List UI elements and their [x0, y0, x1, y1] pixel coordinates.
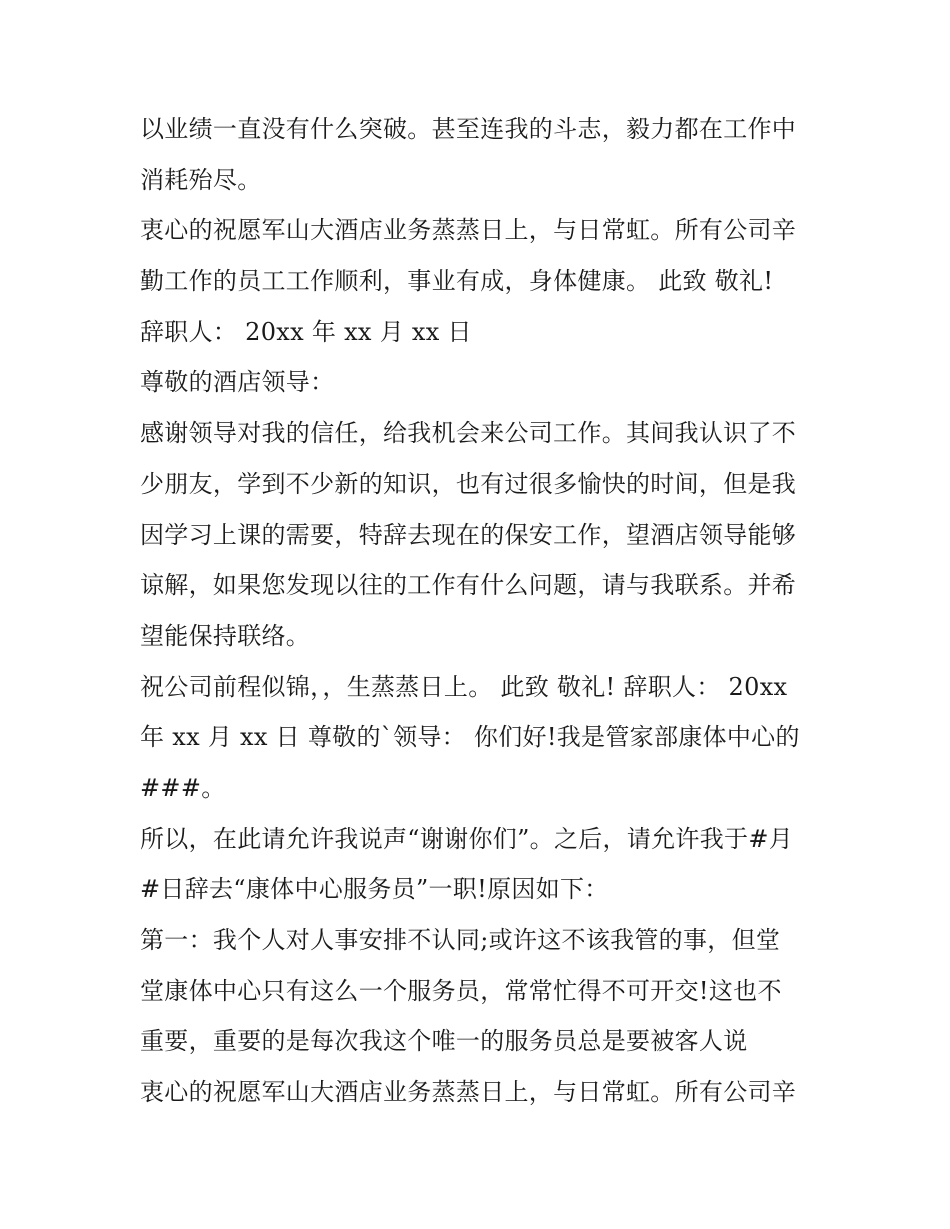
text-line: 谅解，如果您发现以往的工作有什么问题，请与我联系。并希 [140, 571, 797, 600]
text-line: 望能保持联络。 [140, 621, 311, 650]
text-line: 第一：我个人对人事安排不认同;或许这不该我管的事，但堂 [140, 926, 781, 954]
text-line: 年 xx 月 xx 日 尊敬的`领导： 你们好!我是管家部康体中心的 [140, 723, 800, 752]
text-line: 祝公司前程似锦，，生蒸蒸日上。 此致 敬礼! 辞职人： 20xx [140, 672, 788, 701]
text-line: 辞职人： 20xx 年 xx 月 xx 日 [140, 317, 472, 346]
text-line: 衷心的祝愿军山大酒店业务蒸蒸日上，与日常虹。所有公司辛 [140, 1078, 797, 1107]
document-body [140, 104, 820, 1118]
text-line: 堂康体中心只有这么一个服务员，常常忙得不可开交!这也不 [140, 976, 782, 1005]
text-line: 重要，重要的是每次我这个唯一的服务员总是要被客人说 [140, 1027, 748, 1056]
text-line: 所以，在此请允许我说声“谢谢你们”。之后，请允许我于#月 [140, 824, 794, 853]
text-line: 少朋友，学到不少新的知识，也有过很多愉快的时间，但是我 [140, 469, 797, 498]
text-line: #日辞去“康体中心服务员”一职!原因如下： [140, 875, 609, 904]
text-line: 衷心的祝愿军山大酒店业务蒸蒸日上，与日常虹。所有公司辛 [140, 216, 797, 245]
text-line: 以业绩一直没有什么突破。甚至连我的斗志，毅力都在工作中 [140, 115, 797, 143]
text-line: 因学习上课的需要，特辞去现在的保安工作，望酒店领导能够 [140, 520, 797, 549]
text-line: 消耗殆尽。 [140, 165, 262, 194]
text-line: 感谢领导对我的信任，给我机会来公司工作。其间我认识了不 [140, 419, 797, 448]
text-line: 勤工作的员工工作顺利，事业有成，身体健康。 此致 敬礼! [140, 267, 774, 296]
text-line: ###。 [140, 773, 226, 802]
text-line: 尊敬的酒店领导： [140, 368, 335, 397]
